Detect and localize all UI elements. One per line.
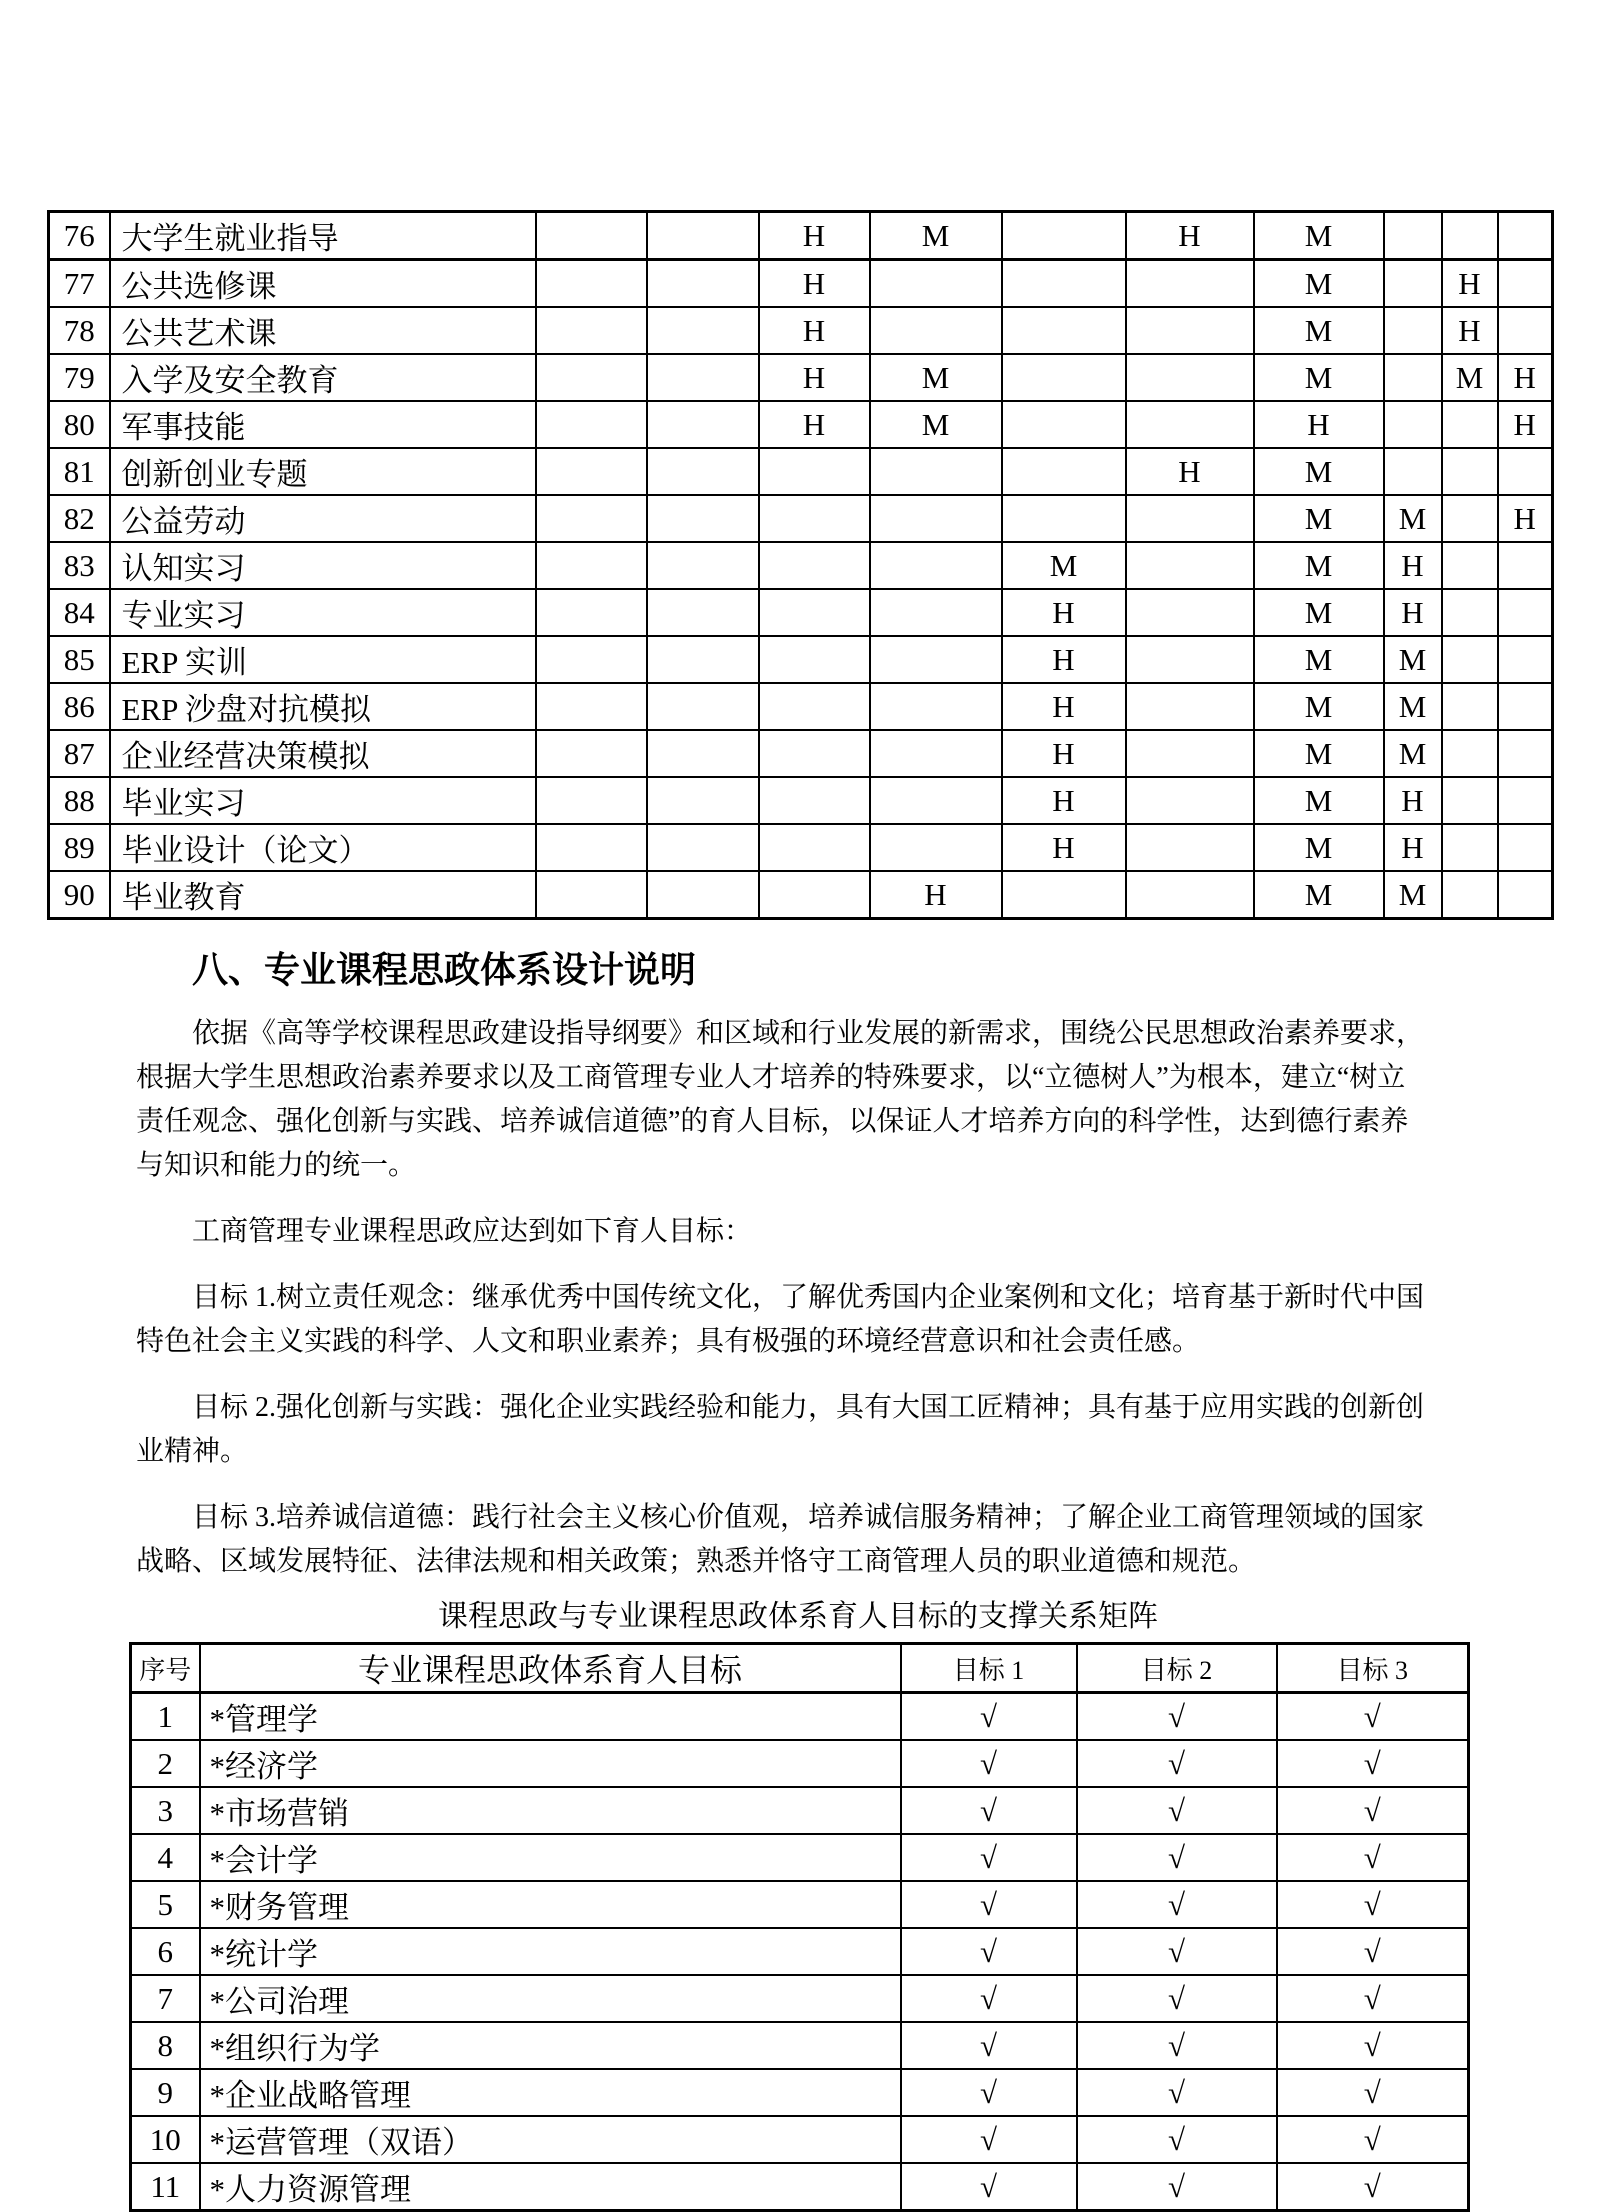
checkmark-cell: √	[901, 1740, 1077, 1787]
row-number-cell: 9	[131, 2069, 200, 2116]
support-mark-cell	[536, 730, 647, 777]
course-name-cell: ERP 沙盘对抗模拟	[110, 683, 536, 730]
support-mark-cell: M	[1002, 542, 1126, 589]
support-mark-cell: M	[1254, 212, 1384, 260]
paragraph	[136, 1386, 1476, 1474]
support-mark-cell	[1498, 636, 1553, 683]
row-number-cell: 10	[131, 2116, 200, 2163]
support-mark-cell	[1126, 260, 1254, 308]
support-mark-cell: M	[1254, 730, 1384, 777]
course-name-cell: 企业经营决策模拟	[110, 730, 536, 777]
paragraph-line: 与知识和能力的统一。	[136, 1150, 417, 1181]
paragraph	[136, 1496, 1476, 1584]
checkmark-cell: √	[1077, 2022, 1277, 2069]
checkmark-cell: √	[1077, 1693, 1277, 1741]
support-mark-cell	[1498, 777, 1553, 824]
goal-course-name-cell: *人力资源管理	[200, 2163, 901, 2211]
support-mark-cell: M	[1254, 683, 1384, 730]
support-mark-cell	[870, 683, 1002, 730]
support-mark-cell	[1442, 212, 1498, 260]
support-mark-cell	[536, 401, 647, 448]
support-mark-cell	[536, 495, 647, 542]
checkmark-cell: √	[1277, 1881, 1469, 1928]
course-row	[49, 354, 1553, 401]
course-row	[49, 636, 1553, 683]
support-mark-cell: H	[1126, 212, 1254, 260]
support-mark-cell	[870, 730, 1002, 777]
checkmark-cell: √	[1077, 1834, 1277, 1881]
row-number-cell: 3	[131, 1787, 200, 1834]
goal-course-name-cell: *运营管理（双语）	[200, 2116, 901, 2163]
paragraph-line: 工商管理专业课程思政应达到如下育人目标：	[192, 1216, 753, 1247]
support-mark-cell: M	[870, 212, 1002, 260]
support-mark-cell	[1442, 495, 1498, 542]
row-number-cell: 6	[131, 1928, 200, 1975]
support-mark-cell: H	[1002, 730, 1126, 777]
support-mark-cell	[536, 683, 647, 730]
support-mark-cell	[870, 542, 1002, 589]
course-name-cell: 毕业教育	[110, 871, 536, 919]
goal-row	[131, 1787, 1469, 1834]
support-mark-cell	[759, 589, 870, 636]
support-mark-cell	[647, 777, 759, 824]
checkmark-cell: √	[1277, 1928, 1469, 1975]
support-mark-cell	[1442, 730, 1498, 777]
course-row	[49, 401, 1553, 448]
support-mark-cell	[536, 448, 647, 495]
support-mark-cell	[647, 260, 759, 308]
support-mark-cell	[870, 307, 1002, 354]
goal-row	[131, 2022, 1469, 2069]
row-number-cell: 4	[131, 1834, 200, 1881]
checkmark-cell: √	[901, 2163, 1077, 2211]
support-mark-cell: M	[1254, 589, 1384, 636]
support-mark-cell	[1498, 730, 1553, 777]
support-mark-cell	[870, 636, 1002, 683]
row-number-cell: 89	[49, 824, 110, 871]
goal-course-name-cell: *公司治理	[200, 1975, 901, 2022]
support-mark-cell	[1384, 212, 1442, 260]
support-mark-cell	[1002, 307, 1126, 354]
header-goal-3: 目标 3	[1277, 1644, 1469, 1693]
support-mark-cell	[1384, 260, 1442, 308]
support-mark-cell: H	[1002, 636, 1126, 683]
goal-row	[131, 1740, 1469, 1787]
support-mark-cell	[870, 495, 1002, 542]
support-mark-cell	[647, 495, 759, 542]
header-goal-name: 专业课程思政体系育人目标	[200, 1644, 901, 1693]
goal-row	[131, 1834, 1469, 1881]
support-mark-cell	[536, 307, 647, 354]
support-mark-cell	[1442, 542, 1498, 589]
checkmark-cell: √	[1277, 2069, 1469, 2116]
goal-row	[131, 2116, 1469, 2163]
goal-course-name-cell: *统计学	[200, 1928, 901, 1975]
course-row	[49, 589, 1553, 636]
paragraph	[136, 1210, 1476, 1254]
support-mark-cell	[1384, 401, 1442, 448]
support-mark-cell: H	[1442, 260, 1498, 308]
course-name-cell: 创新创业专题	[110, 448, 536, 495]
support-mark-cell: M	[1254, 824, 1384, 871]
course-name-cell: 军事技能	[110, 401, 536, 448]
paragraph	[136, 1276, 1476, 1364]
checkmark-cell: √	[901, 1928, 1077, 1975]
checkmark-cell: √	[1077, 2069, 1277, 2116]
support-mark-cell: M	[1384, 730, 1442, 777]
support-mark-cell	[759, 636, 870, 683]
paragraph-line: 战略、区域发展特征、法律法规和相关政策；熟悉并恪守工商管理人员的职业道德和规范。	[136, 1546, 1257, 1577]
support-mark-cell	[759, 871, 870, 919]
support-mark-cell	[536, 871, 647, 919]
course-name-cell: 公共艺术课	[110, 307, 536, 354]
support-mark-cell	[1126, 589, 1254, 636]
checkmark-cell: √	[901, 1787, 1077, 1834]
support-mark-cell	[1442, 683, 1498, 730]
support-mark-cell	[647, 448, 759, 495]
support-mark-cell	[647, 354, 759, 401]
course-name-cell: 入学及安全教育	[110, 354, 536, 401]
row-number-cell: 84	[49, 589, 110, 636]
checkmark-cell: √	[901, 1975, 1077, 2022]
goal-row	[131, 1975, 1469, 2022]
checkmark-cell: √	[901, 1881, 1077, 1928]
support-mark-cell	[1126, 354, 1254, 401]
support-mark-cell	[1442, 871, 1498, 919]
row-number-cell: 83	[49, 542, 110, 589]
support-mark-cell: H	[1126, 448, 1254, 495]
support-mark-cell	[1126, 683, 1254, 730]
checkmark-cell: √	[901, 1834, 1077, 1881]
support-mark-cell	[1126, 307, 1254, 354]
support-mark-cell	[1498, 683, 1553, 730]
support-mark-cell	[536, 542, 647, 589]
support-mark-cell	[536, 777, 647, 824]
support-mark-cell: M	[1384, 636, 1442, 683]
course-row	[49, 824, 1553, 871]
row-number-cell: 2	[131, 1740, 200, 1787]
row-number-cell: 8	[131, 2022, 200, 2069]
goal-course-name-cell: *经济学	[200, 1740, 901, 1787]
support-mark-cell	[1126, 730, 1254, 777]
support-mark-cell: M	[1254, 307, 1384, 354]
paragraph-line: 依据《高等学校课程思政建设指导纲要》和区域和行业发展的新需求，围绕公民思想政治素养要求，	[192, 1018, 1425, 1049]
course-name-cell: 毕业设计（论文）	[110, 824, 536, 871]
support-mark-cell: M	[1254, 871, 1384, 919]
goal-course-name-cell: *企业战略管理	[200, 2069, 901, 2116]
support-mark-cell: H	[870, 871, 1002, 919]
row-number-cell: 82	[49, 495, 110, 542]
course-name-cell: 毕业实习	[110, 777, 536, 824]
checkmark-cell: √	[1277, 2116, 1469, 2163]
support-mark-cell	[1002, 212, 1126, 260]
checkmark-cell: √	[1077, 2116, 1277, 2163]
course-name-cell: 公益劳动	[110, 495, 536, 542]
support-mark-cell	[647, 683, 759, 730]
row-number-cell: 80	[49, 401, 110, 448]
course-row	[49, 730, 1553, 777]
support-mark-cell	[647, 824, 759, 871]
support-mark-cell	[536, 354, 647, 401]
goal-support-table	[129, 1642, 1470, 2212]
course-row	[49, 448, 1553, 495]
support-mark-cell: M	[1384, 871, 1442, 919]
course-row	[49, 307, 1553, 354]
support-mark-cell: H	[1002, 777, 1126, 824]
support-mark-cell: M	[1384, 495, 1442, 542]
course-row	[49, 777, 1553, 824]
support-mark-cell	[1498, 212, 1553, 260]
support-mark-cell: M	[870, 354, 1002, 401]
checkmark-cell: √	[901, 2022, 1077, 2069]
support-mark-cell: H	[1384, 542, 1442, 589]
support-mark-cell	[1442, 636, 1498, 683]
support-mark-cell	[1498, 824, 1553, 871]
support-mark-cell	[759, 683, 870, 730]
support-mark-cell	[1126, 636, 1254, 683]
support-mark-cell: H	[759, 307, 870, 354]
course-row	[49, 212, 1553, 260]
row-number-cell: 5	[131, 1881, 200, 1928]
support-mark-cell	[759, 777, 870, 824]
goal-row	[131, 1928, 1469, 1975]
row-number-cell: 79	[49, 354, 110, 401]
support-mark-cell	[1002, 871, 1126, 919]
table-header-row	[131, 1644, 1469, 1693]
support-mark-cell: M	[1254, 777, 1384, 824]
support-mark-cell: H	[1002, 824, 1126, 871]
row-number-cell: 77	[49, 260, 110, 308]
course-row	[49, 871, 1553, 919]
support-mark-cell	[1126, 824, 1254, 871]
support-mark-cell	[647, 636, 759, 683]
support-mark-cell: H	[759, 212, 870, 260]
checkmark-cell: √	[1277, 1834, 1469, 1881]
support-mark-cell	[1442, 401, 1498, 448]
support-mark-cell: H	[1498, 495, 1553, 542]
row-number-cell: 78	[49, 307, 110, 354]
support-mark-cell: M	[1254, 448, 1384, 495]
paragraph-line: 目标 3.培养诚信道德：践行社会主义核心价值观，培养诚信服务精神；了解企业工商管理领域的国家	[192, 1502, 1425, 1533]
support-mark-cell	[759, 495, 870, 542]
support-mark-cell	[647, 542, 759, 589]
support-mark-cell: H	[1002, 683, 1126, 730]
support-mark-cell: H	[759, 260, 870, 308]
support-mark-cell	[1498, 589, 1553, 636]
support-mark-cell: M	[1254, 636, 1384, 683]
support-mark-cell	[647, 871, 759, 919]
support-mark-cell: M	[1442, 354, 1498, 401]
support-mark-cell: H	[1254, 401, 1384, 448]
support-mark-cell	[1442, 777, 1498, 824]
support-mark-cell	[1384, 354, 1442, 401]
support-mark-cell	[647, 307, 759, 354]
support-mark-cell	[1384, 448, 1442, 495]
support-mark-cell: H	[1442, 307, 1498, 354]
support-mark-cell	[1126, 495, 1254, 542]
checkmark-cell: √	[1077, 1928, 1277, 1975]
paragraph	[136, 1012, 1476, 1188]
goal-course-name-cell: *管理学	[200, 1693, 901, 1741]
checkmark-cell: √	[1277, 1975, 1469, 2022]
header-no: 序号	[131, 1644, 200, 1693]
support-mark-cell	[759, 824, 870, 871]
checkmark-cell: √	[1277, 1740, 1469, 1787]
checkmark-cell: √	[1277, 1787, 1469, 1834]
support-mark-cell	[1442, 824, 1498, 871]
support-mark-cell: H	[1384, 589, 1442, 636]
support-mark-cell	[1498, 448, 1553, 495]
support-mark-cell: H	[1384, 777, 1442, 824]
row-number-cell: 90	[49, 871, 110, 919]
checkmark-cell: √	[901, 2069, 1077, 2116]
support-mark-cell	[1384, 307, 1442, 354]
goal-course-name-cell: *会计学	[200, 1834, 901, 1881]
support-mark-cell: H	[1498, 354, 1553, 401]
support-mark-cell	[536, 636, 647, 683]
checkmark-cell: √	[1077, 2163, 1277, 2211]
support-mark-cell: H	[759, 354, 870, 401]
course-row	[49, 683, 1553, 730]
support-mark-cell: H	[1002, 589, 1126, 636]
support-mark-cell	[870, 777, 1002, 824]
section-heading: 八、专业课程思政体系设计说明	[192, 949, 697, 990]
support-mark-cell	[870, 589, 1002, 636]
checkmark-cell: √	[1077, 1881, 1277, 1928]
support-mark-cell	[759, 448, 870, 495]
support-mark-cell: M	[1254, 542, 1384, 589]
support-mark-cell: M	[1254, 260, 1384, 308]
checkmark-cell: √	[1277, 1693, 1469, 1741]
support-mark-cell	[1126, 542, 1254, 589]
row-number-cell: 87	[49, 730, 110, 777]
row-number-cell: 1	[131, 1693, 200, 1741]
support-mark-cell	[1002, 260, 1126, 308]
course-support-table	[47, 210, 1554, 920]
course-name-cell: ERP 实训	[110, 636, 536, 683]
support-mark-cell	[536, 260, 647, 308]
course-name-cell: 公共选修课	[110, 260, 536, 308]
goal-row	[131, 1693, 1469, 1741]
support-mark-cell	[1126, 401, 1254, 448]
support-mark-cell	[1498, 260, 1553, 308]
checkmark-cell: √	[1077, 1975, 1277, 2022]
support-mark-cell	[1498, 307, 1553, 354]
paragraph-line: 目标 2.强化创新与实践：强化企业实践经验和能力，具有大国工匠精神；具有基于应用实践的创新创	[192, 1392, 1425, 1423]
goal-course-name-cell: *财务管理	[200, 1881, 901, 1928]
header-goal-1: 目标 1	[901, 1644, 1077, 1693]
course-row	[49, 260, 1553, 308]
matrix-table-title: 课程思政与专业课程思政体系育人目标的支撑关系矩阵	[438, 1600, 1158, 1633]
paragraph-line: 业精神。	[136, 1436, 249, 1467]
support-mark-cell	[536, 212, 647, 260]
support-mark-cell: M	[1384, 683, 1442, 730]
goal-row	[131, 2163, 1469, 2211]
paragraph-line: 责任观念、强化创新与实践、培养诚信道德”的育人目标，以保证人才培养方向的科学性，达到德行素养	[136, 1106, 1409, 1137]
checkmark-cell: √	[1077, 1740, 1277, 1787]
support-mark-cell	[870, 824, 1002, 871]
support-mark-cell	[647, 589, 759, 636]
support-mark-cell: H	[1384, 824, 1442, 871]
row-number-cell: 81	[49, 448, 110, 495]
paragraph-line: 根据大学生思想政治素养要求以及工商管理专业人才培养的特殊要求，以“立德树人”为根本，建立“树立	[136, 1062, 1406, 1093]
row-number-cell: 86	[49, 683, 110, 730]
support-mark-cell	[1002, 401, 1126, 448]
row-number-cell: 7	[131, 1975, 200, 2022]
support-mark-cell: H	[1498, 401, 1553, 448]
support-mark-cell	[1002, 495, 1126, 542]
row-number-cell: 76	[49, 212, 110, 260]
support-mark-cell	[1002, 448, 1126, 495]
support-mark-cell	[1126, 871, 1254, 919]
course-name-cell: 认知实习	[110, 542, 536, 589]
support-mark-cell: M	[870, 401, 1002, 448]
header-goal-2: 目标 2	[1077, 1644, 1277, 1693]
support-mark-cell	[1126, 777, 1254, 824]
support-mark-cell	[647, 212, 759, 260]
support-mark-cell	[647, 730, 759, 777]
support-mark-cell	[1442, 589, 1498, 636]
support-mark-cell	[536, 589, 647, 636]
support-mark-cell: H	[759, 401, 870, 448]
course-name-cell: 大学生就业指导	[110, 212, 536, 260]
checkmark-cell: √	[1077, 1787, 1277, 1834]
checkmark-cell: √	[901, 2116, 1077, 2163]
support-mark-cell	[1002, 354, 1126, 401]
row-number-cell: 85	[49, 636, 110, 683]
paragraph-line: 特色社会主义实践的科学、人文和职业素养；具有极强的环境经营意识和社会责任感。	[136, 1326, 1201, 1357]
support-mark-cell	[1498, 542, 1553, 589]
row-number-cell: 88	[49, 777, 110, 824]
support-mark-cell: M	[1254, 354, 1384, 401]
paragraph-line: 目标 1.树立责任观念：继承优秀中国传统文化，了解优秀国内企业案例和文化；培育基于新时代中国	[192, 1282, 1425, 1313]
support-mark-cell	[870, 448, 1002, 495]
section-text-block	[136, 1012, 1476, 1606]
course-row	[49, 495, 1553, 542]
support-mark-cell	[536, 824, 647, 871]
support-mark-cell	[759, 730, 870, 777]
course-row	[49, 542, 1553, 589]
support-mark-cell: M	[1254, 495, 1384, 542]
goal-row	[131, 2069, 1469, 2116]
support-mark-cell	[647, 401, 759, 448]
support-mark-cell	[870, 260, 1002, 308]
course-name-cell: 专业实习	[110, 589, 536, 636]
checkmark-cell: √	[901, 1693, 1077, 1741]
checkmark-cell: √	[1277, 2022, 1469, 2069]
goal-course-name-cell: *组织行为学	[200, 2022, 901, 2069]
checkmark-cell: √	[1277, 2163, 1469, 2211]
goal-course-name-cell: *市场营销	[200, 1787, 901, 1834]
support-mark-cell	[759, 542, 870, 589]
goal-row	[131, 1881, 1469, 1928]
support-mark-cell	[1498, 871, 1553, 919]
support-mark-cell	[1442, 448, 1498, 495]
row-number-cell: 11	[131, 2163, 200, 2211]
